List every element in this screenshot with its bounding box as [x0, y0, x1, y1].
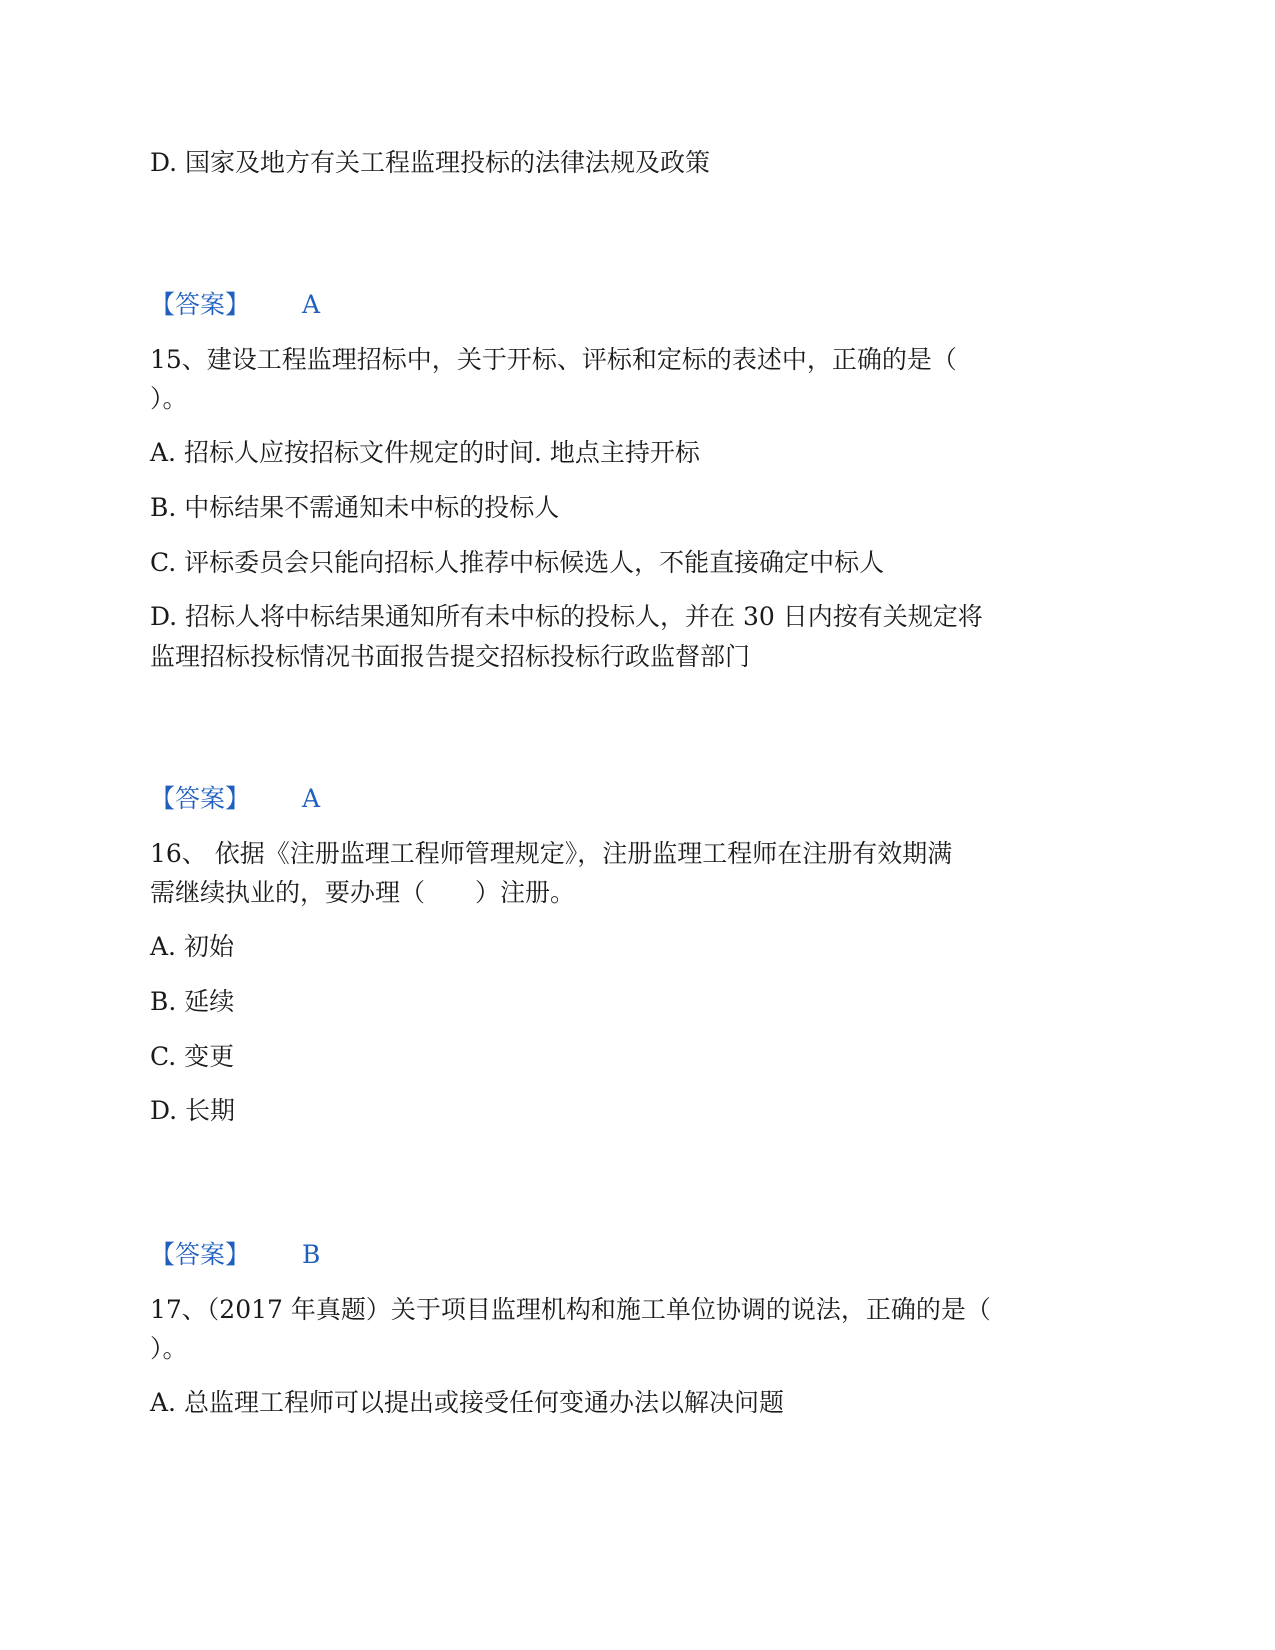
- q16-option-b: B. 延续: [150, 987, 235, 1016]
- q15-stem-line2: ）。: [150, 384, 188, 413]
- q15-stem-line1: 15、建设工程监理招标中，关于开标、评标和定标的表述中，正确的是（: [150, 345, 957, 374]
- q16-answer: [150, 1240, 320, 1270]
- answer-label: 【答案】: [150, 1240, 251, 1269]
- q17-stem-line1: 17、（2017 年真题）关于项目监理机构和施工单位协调的说法，正确的是（: [150, 1295, 991, 1324]
- q16-stem-line2: 需继续执业的，要办理（ ）注册。: [150, 878, 576, 907]
- q17-stem-line2: ）。: [150, 1334, 188, 1363]
- q15-option-d-line2: 监理招标投标情况书面报告提交招标投标行政监督部门: [150, 642, 751, 671]
- q15-option-c: C. 评标委员会只能向招标人推荐中标候选人，不能直接确定中标人: [150, 548, 885, 577]
- answer-label: 【答案】: [150, 784, 251, 813]
- q16-option-a: A. 初始: [150, 932, 234, 961]
- q17-option-a: A. 总监理工程师可以提出或接受任何变通办法以解决问题: [150, 1388, 784, 1417]
- q16-stem-line1: 16、 依据《注册监理工程师管理规定》，注册监理工程师在注册有效期满: [150, 839, 953, 868]
- q16-option-c: C. 变更: [150, 1042, 235, 1071]
- q16-option-d: D. 长期: [150, 1096, 236, 1125]
- q14-option-d: D. 国家及地方有关工程监理投标的法律法规及政策: [150, 148, 711, 177]
- q15-option-d-line1: D. 招标人将中标结果通知所有未中标的投标人，并在 30 日内按有关规定将: [150, 602, 983, 631]
- q15-option-b: B. 中标结果不需通知未中标的投标人: [150, 493, 560, 522]
- q15-answer: [150, 784, 320, 814]
- q14-answer: [150, 290, 320, 320]
- answer-value: A: [302, 784, 321, 813]
- q15-option-a: A. 招标人应按招标文件规定的时间. 地点主持开标: [150, 438, 700, 467]
- answer-value: B: [302, 1240, 321, 1269]
- answer-label: 【答案】: [150, 290, 251, 319]
- answer-value: A: [302, 290, 321, 319]
